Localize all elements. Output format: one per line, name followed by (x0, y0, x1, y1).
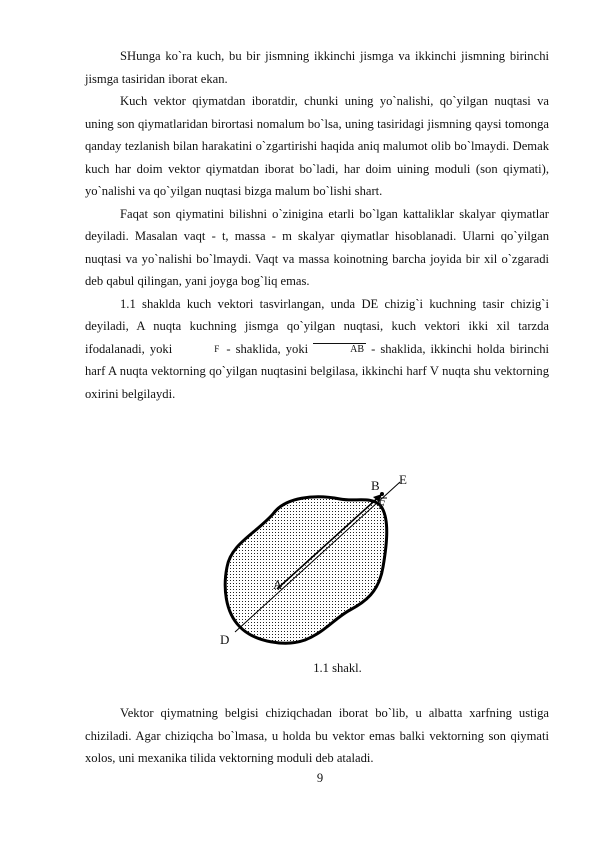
page-number: 9 (316, 771, 324, 785)
paragraph-2: Kuch vektor qiymatdan iboratdir, chunki uning yo`nalishi, qo`yilgan nuqtasi va uning son qiymatlaridan birortasi nomalum bo`lsa, uning tasiridagi jismning qaysi tomonga qanday tezlanish bilan harakatini o`zgartirishi haqida aniq malumot olib bo`lmaydi. Demak kuch har doim vektor qiymatdan iborat bo`ladi, har doim uining moduli (son qiymati), yo`nalishi va qo`yilgan nuqtasi bizga malum bo`lishi shart. (85, 94, 549, 198)
force-vector-figure (215, 472, 415, 650)
body-blob (225, 497, 387, 643)
label-e: E (399, 472, 407, 487)
label-d: D (220, 632, 230, 647)
label-a: A (273, 577, 283, 592)
paragraph-4 (85, 293, 549, 406)
paragraph-4-part-1: 1.1 shaklda kuch vektori tasvirlangan, unda DE chizig`i kuchning tasir chizig`i deyiladi, A nuqta kuchning jismga qo`yilgan nuqtasi, kuch vektori ikki xil tarzda ifodalanadi, yoki (85, 296, 549, 356)
label-f: F (378, 497, 386, 512)
figure-svg (215, 472, 415, 650)
paragraph-4-part-2: - shaklida, yoki (221, 341, 314, 356)
figure-caption: 1.1 shakl. (313, 661, 362, 675)
body-text-bottom (85, 702, 549, 770)
body-text-top (85, 45, 549, 405)
label-b: B (371, 478, 380, 493)
paragraph-3: Faqat son qiymatini bilishni o`zinigina etarli bo`lgan kattaliklar skalyar qiymatlar deyiladi. Masalan vaqt - t, massa - m skalyar qiymatlar hisoblanadi. Ularni qo`yilgan nuqtasi va yo`nalishi bo`lmaydi. Vaqt va massa koinotning barcha joyida bir xil o`zgaradi deb qabul qilingan, yani joyga bog`liq emas. (85, 206, 549, 288)
paragraph-1: SHunga ko`ra kuch, bu bir jismning ikkinchi jismga va ikkinchi jismning birinchi jismga tasiridan iborat ekan. (85, 49, 549, 86)
paragraph-5: Vektor qiymatning belgisi chiziqchadan iborat bo`lib, u albatta xarfning ustiga chiziladi. Agar chiziqcha bo`lmasa, u holda bu vektor emas balki vektorning son qiymati xolos, uni mexanika tilida vektorning moduli deb ataladi. (85, 706, 549, 765)
vector-symbol-ab: AB (313, 343, 366, 354)
vector-symbol-f: F (214, 343, 220, 354)
paragraph-4-part-3: - shaklida, ikkinchi holda birinchi harf A nuqta vektorning qo`yilgan nuqtasini belgilasa, ikkinchi harf V nuqta shu vektorning oxirini belgilaydi. (85, 341, 550, 401)
